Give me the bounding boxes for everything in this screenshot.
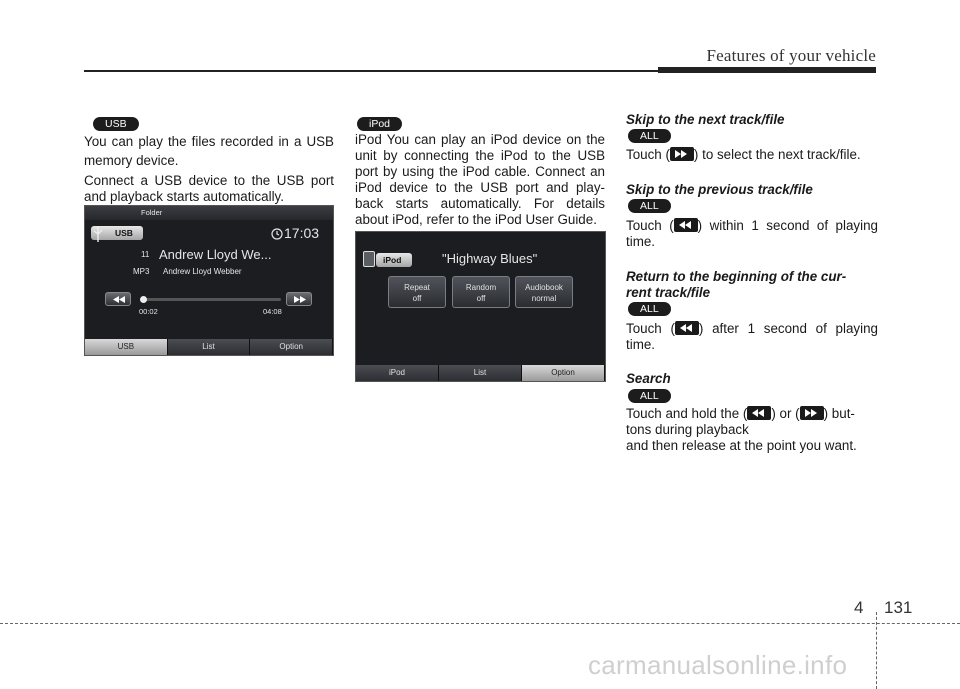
progress-knob[interactable] xyxy=(140,296,147,303)
folder-label: Folder xyxy=(141,208,163,217)
tab-option[interactable]: Option xyxy=(522,365,605,381)
ipod-device-icon xyxy=(363,251,375,267)
rewind-icon xyxy=(674,218,698,232)
audiobook-label: Audiobook xyxy=(525,283,563,292)
return-begin-title xyxy=(626,269,846,301)
fast-forward-icon xyxy=(294,296,306,303)
text-fragment: ) to select the next track/file. xyxy=(693,147,861,162)
random-label: Random xyxy=(465,283,497,292)
file-format: MP3 xyxy=(133,267,150,276)
usb-plug-icon xyxy=(93,226,103,242)
search-text-line2: tons during playback xyxy=(626,422,749,437)
return-begin-title-line2: rent track/file xyxy=(626,285,711,300)
clock-icon xyxy=(271,228,283,240)
search-text-line3: and then release at the point you want. xyxy=(626,438,857,453)
text-fragment: ) within 1 second of playing time. xyxy=(626,218,878,249)
tab-list[interactable]: List xyxy=(168,339,251,355)
rewind-icon xyxy=(113,296,125,303)
elapsed-time: 00:02 xyxy=(139,307,158,316)
usb-screen xyxy=(84,205,334,356)
skip-next-title: Skip to the next track/file xyxy=(626,112,785,127)
rewind-icon xyxy=(747,406,771,420)
header-rule-accent xyxy=(658,67,876,73)
usb-badge: USB xyxy=(93,117,139,131)
search-text xyxy=(626,406,878,454)
ipod-tabbar xyxy=(356,365,605,381)
fast-forward-button[interactable] xyxy=(286,292,312,306)
repeat-value: off xyxy=(412,294,422,303)
fast-forward-icon xyxy=(670,147,694,161)
ipod-screen xyxy=(355,231,606,382)
clock-time: 17:03 xyxy=(284,225,320,241)
return-begin-text xyxy=(626,321,878,353)
ipod-source-pill[interactable] xyxy=(376,253,412,267)
usb-source-label: USB xyxy=(115,228,133,238)
page-header-title: Features of your vehicle xyxy=(706,46,876,65)
text-fragment: ) or ( xyxy=(771,406,800,421)
text-fragment: Touch ( xyxy=(626,147,670,162)
rewind-button[interactable] xyxy=(105,292,131,306)
track-number: 11 xyxy=(141,250,150,259)
progress-track[interactable] xyxy=(141,298,281,301)
ipod-para: iPod You can play an iPod device on the unit by connecting the iPod to the USB port by using the iPod cable. Connect an iPod device to the USB port and play-back starts automatically. For details about iPod, refer to the iPod User Guide. xyxy=(355,132,605,227)
artist-name: Andrew Lloyd Webber xyxy=(163,267,242,276)
random-button[interactable] xyxy=(452,276,510,308)
text-fragment: Touch ( xyxy=(626,218,674,233)
footer-rule xyxy=(0,623,960,624)
usb-para-2: Connect a USB device to the USB port and playback starts automatically. xyxy=(84,173,334,204)
text-fragment: ) but- xyxy=(823,406,855,421)
text-fragment: Touch ( xyxy=(626,321,675,336)
usb-text xyxy=(84,132,334,205)
chapter-number: 4 xyxy=(854,598,864,617)
usb-tabbar xyxy=(85,339,333,355)
repeat-button[interactable] xyxy=(388,276,446,308)
tab-usb[interactable]: USB xyxy=(85,339,168,355)
skip-prev-text xyxy=(626,218,878,250)
text-fragment: ) after 1 second of playing time. xyxy=(626,321,878,352)
ipod-track-title: "Highway Blues" xyxy=(442,251,538,266)
all-badge: ALL xyxy=(628,389,671,403)
tab-ipod[interactable]: iPod xyxy=(356,365,439,381)
tab-option[interactable]: Option xyxy=(250,339,333,355)
ipod-text xyxy=(355,132,605,228)
all-badge: ALL xyxy=(628,129,671,143)
random-value: off xyxy=(476,294,486,303)
ipod-source-label: iPod xyxy=(383,255,402,265)
fast-forward-icon xyxy=(800,406,824,420)
usb-para-1: You can play the files recorded in a USB memory device. xyxy=(84,134,334,168)
skip-next-text xyxy=(626,147,878,163)
all-badge: ALL xyxy=(628,199,671,213)
page-number: 131 xyxy=(884,598,913,617)
search-title: Search xyxy=(626,371,671,386)
ipod-badge: iPod xyxy=(357,117,402,131)
all-badge: ALL xyxy=(628,302,671,316)
footer-divider xyxy=(876,612,877,689)
total-time: 04:08 xyxy=(263,307,282,316)
repeat-label: Repeat xyxy=(404,283,430,292)
skip-prev-title: Skip to the previous track/file xyxy=(626,182,813,197)
audiobook-button[interactable] xyxy=(515,276,573,308)
text-fragment: Touch and hold the ( xyxy=(626,406,748,421)
return-begin-title-line1: Return to the beginning of the cur- xyxy=(626,269,847,284)
usb-screen-topbar xyxy=(85,206,333,220)
track-title: Andrew Lloyd We... xyxy=(159,247,272,262)
watermark: carmanualsonline.info xyxy=(588,650,848,680)
tab-list[interactable]: List xyxy=(439,365,522,381)
rewind-icon xyxy=(675,321,699,335)
audiobook-value: normal xyxy=(531,294,557,303)
